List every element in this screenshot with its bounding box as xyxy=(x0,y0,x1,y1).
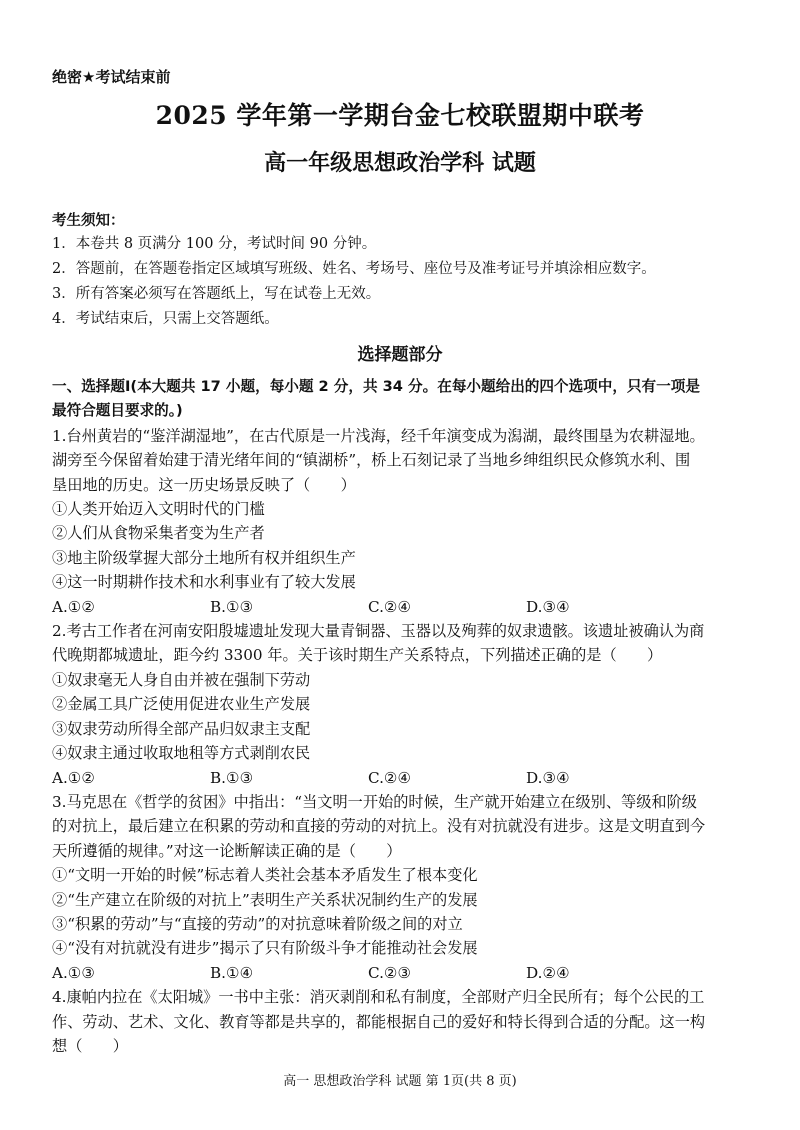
question-stem: 天所遵循的规律。”对这一论断解读正确的是（ ） xyxy=(52,841,402,860)
choice-c: C.②④ xyxy=(368,768,412,787)
choice-d: D.③④ xyxy=(526,597,570,616)
question-stem: 3.马克思在《哲学的贫困》中指出：“当文明一开始的时候，生产就开始建立在级别、等级和阶级 xyxy=(52,792,697,811)
question-stem: 湖旁至今保留着始建于清光绪年间的“镇湖桥”，桥上石刻记录了当地乡绅组织民众修筑水利、围 xyxy=(52,451,691,470)
notice-item: 3．所有答案必须写在答题纸上，写在试卷上无效。 xyxy=(52,286,381,302)
question-1 xyxy=(52,424,752,619)
answer-choices xyxy=(52,766,752,790)
choice-a: A.①② xyxy=(52,768,96,787)
choice-b: B.①③ xyxy=(210,768,254,787)
choice-d: D.②④ xyxy=(526,963,570,982)
statement-option: ①奴隶毫无人身自由并被在强制下劳动 xyxy=(52,670,311,689)
statement-option: ①“文明一开始的时候”标志着人类社会基本矛盾发生了根本变化 xyxy=(52,866,478,885)
section-title: 选择题部分 xyxy=(357,345,443,365)
statement-option: ①人类开始迈入文明时代的门槛 xyxy=(52,500,265,519)
question-stem: 1.台州黄岩的“鉴洋湖湿地”，在古代原是一片浅海，经千年演变成为潟湖，最终围垦为农耕湿地。 xyxy=(52,426,705,445)
notice-heading: 考生须知： xyxy=(52,213,125,229)
notice-item: 2．答题前，在答题卷指定区域填写班级、姓名、考场号、座位号及准考证号并填涂相应数字。 xyxy=(52,261,656,277)
answer-choices xyxy=(52,595,752,619)
question-stem: 的对抗上，最后建立在积累的劳动和直接的劳动的对抗上。没有对抗就没有进步。这是文明直到今 xyxy=(52,817,706,836)
statement-option: ④奴隶主通过收取地租等方式剥削农民 xyxy=(52,744,311,763)
question-stem: 作、劳动、艺术、文化、教育等都是共享的，都能根据自己的爱好和特长得到合适的分配。这一构 xyxy=(52,1012,706,1031)
statement-option: ②金属工具广泛使用促进农业生产发展 xyxy=(52,695,311,714)
question-stem: 2.考古工作者在河南安阳殷墟遗址发现大量青铜器、玉器以及殉葬的奴隶遗骸。该遗址被确认为商 xyxy=(52,622,705,641)
statement-option: ③奴隶劳动所得全部产品归奴隶主支配 xyxy=(52,719,311,738)
question-stem: 4.康帕内拉在《太阳城》一书中主张：消灭剥削和私有制度，全部财产归全民所有；每个公民的工 xyxy=(52,988,705,1007)
choice-c: C.②④ xyxy=(368,597,412,616)
exam-subtitle: 高一年级思想政治学科 试题 xyxy=(264,150,536,176)
answer-choices xyxy=(52,961,752,985)
choice-d: D.③④ xyxy=(526,768,570,787)
part-heading: 一、选择题Ⅰ(本大题共 17 小题，每小题 2 分，共 34 分。在每小题给出的四个选项中，只有一项是 xyxy=(52,378,700,395)
question-3 xyxy=(52,790,752,985)
choice-b: B.①③ xyxy=(210,597,254,616)
question-stem: 想（ ） xyxy=(52,1036,128,1055)
exam-title: 2025 学年第一学期台金七校联盟期中联考 xyxy=(155,101,645,130)
choice-a: A.①② xyxy=(52,597,96,616)
statement-option: ③地主阶级掌握大部分土地所有权并组织生产 xyxy=(52,548,356,567)
notice-item: 4．考试结束后，只需上交答题纸。 xyxy=(52,311,279,327)
statement-option: ②人们从食物采集者变为生产者 xyxy=(52,524,265,543)
choice-a: A.①③ xyxy=(52,963,96,982)
question-4 xyxy=(52,985,752,1058)
question-stem: 垦田地的历史。这一历史场景反映了（ ） xyxy=(52,475,356,494)
secret-label: 绝密★考试结束前 xyxy=(52,68,171,86)
notice-item: 1．本卷共 8 页满分 100 分，考试时间 90 分钟。 xyxy=(52,236,377,252)
notice-list xyxy=(52,232,752,332)
questions-area xyxy=(52,375,752,1058)
statement-option: ④这一时期耕作技术和水利事业有了较大发展 xyxy=(52,573,356,592)
part-heading: 最符合题目要求的。) xyxy=(52,402,183,420)
question-2 xyxy=(52,619,752,790)
choice-c: C.②③ xyxy=(368,963,412,982)
statement-option: ③“积累的劳动”与“直接的劳动”的对抗意味着阶级之间的对立 xyxy=(52,914,463,933)
choice-b: B.①④ xyxy=(210,963,254,982)
statement-option: ④“没有对抗就没有进步”揭示了只有阶级斗争才能推动社会发展 xyxy=(52,939,478,958)
page-footer: 高一 思想政治学科 试题 第 1页(共 8 页) xyxy=(283,1074,517,1089)
statement-option: ②“生产建立在阶级的对抗上”表明生产关系状况制约生产的发展 xyxy=(52,890,478,909)
question-stem: 代晚期都城遗址，距今约 3300 年。关于该时期生产关系特点，下列描述正确的是（ ） xyxy=(52,646,663,665)
